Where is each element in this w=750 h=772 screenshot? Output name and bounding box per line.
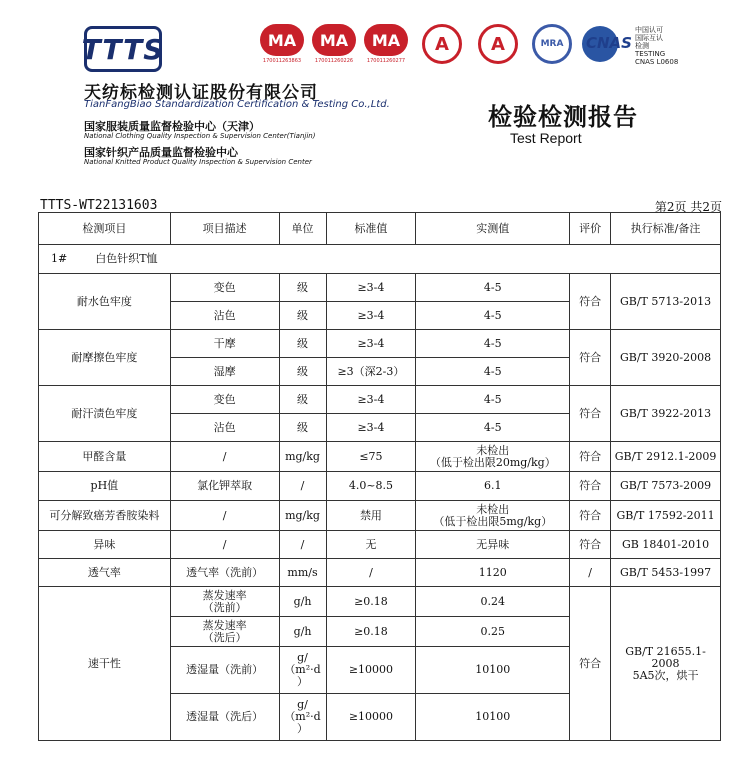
cma-code-1: 170011263863 xyxy=(262,58,302,64)
table-row: 透湿量（洗后） g/ （m²·d ） ≥10000 10100 xyxy=(39,694,721,741)
center2-cn: 国家针织产品质量监督检验中心 xyxy=(84,146,238,159)
report-number: TTTS-WT22131603 xyxy=(40,198,158,213)
cma-mark-1: MA 170011263863 xyxy=(260,24,304,64)
table-row: 耐汗渍色牢度 变色 级 ≥3-4 4-5 符合 GB/T 3922-2013 xyxy=(39,386,721,414)
cma-code-2: 170011260226 xyxy=(314,58,354,64)
center2-en: National Knitted Product Quality Inspection & Supervision Center xyxy=(84,158,312,166)
sample-row xyxy=(39,245,721,274)
col-evaluation: 评价 xyxy=(570,213,611,245)
test-results-table xyxy=(38,212,721,741)
logo-text: TTTS xyxy=(81,32,165,66)
report-title-en: Test Report xyxy=(510,130,582,146)
cnas-text: CNAS xyxy=(586,34,632,52)
table-row: 耐摩擦色牢度 干摩 级 ≥3-4 4-5 符合 GB/T 3920-2008 xyxy=(39,330,721,358)
table-row: 蒸发速率 （洗后） g/h ≥0.18 0.25 xyxy=(39,617,721,647)
col-item: 检测项目 xyxy=(39,213,171,245)
cma-mark-2: MA 170011260226 xyxy=(312,24,356,64)
table-header-row xyxy=(39,213,721,245)
table-row: pH值 氯化钾萃取 / 4.0~8.5 6.1 符合 GB/T 7573-2009 xyxy=(39,472,721,501)
report-title-cn: 检验检测报告 xyxy=(488,102,638,131)
table-row: 速干性 蒸发速率 （洗前） g/h ≥0.18 0.24 符合 GB/T 21655.1-2008 5A5次，烘干 xyxy=(39,587,721,617)
report-header xyxy=(0,0,750,190)
cal-mark-2: A xyxy=(476,24,520,64)
company-name-en: TianFangBiao Standardization Certification & Testing Co.,Ltd. xyxy=(84,99,390,110)
table-row: 透湿量（洗前） g/ （m²·d ） ≥10000 10100 xyxy=(39,647,721,694)
table-row: 可分解致癌芳香胺染料 / mg/kg 禁用 未检出 （低于检出限5mg/kg） 符合 GB/T 17592-2011 xyxy=(39,501,721,531)
company-name-cn: 天纺标检测认证股份有限公司 xyxy=(84,83,318,103)
cma-mark-3: MA 170011260277 xyxy=(364,24,408,64)
cal-mark-1: A xyxy=(420,24,464,64)
page-info: 第2页 共2页 xyxy=(654,200,722,214)
table-row: 透气率 透气率（洗前） mm/s / 1120 / GB/T 5453-1997 xyxy=(39,559,721,587)
col-measured-value: 实测值 xyxy=(416,213,570,245)
table-row: 耐水色牢度 变色 级 ≥3-4 4-5 符合 GB/T 5713-2013 xyxy=(39,274,721,302)
sample-label: 1# 白色针织T恤 xyxy=(39,245,721,274)
table-row: 湿摩 级 ≥3（深2-3） 4-5 xyxy=(39,358,721,386)
ttts-logo xyxy=(81,26,165,72)
center1-en: National Clothing Quality Inspection & Supervision Center(Tianjin) xyxy=(84,132,316,140)
ilac-mra-mark: MRA xyxy=(530,24,574,64)
cnas-caption: 中国认可 国际互认 检测 TESTING CNAS L0608 xyxy=(635,26,679,66)
cma-code-3: 170011260277 xyxy=(366,58,406,64)
col-desc: 项目描述 xyxy=(170,213,279,245)
col-unit: 单位 xyxy=(279,213,326,245)
table-row: 异味 / / 无 无异味 符合 GB 18401-2010 xyxy=(39,531,721,559)
table-row: 甲醛含量 / mg/kg ≤75 未检出 （低于检出限20mg/kg） 符合 GB/T 2912.1-2009 xyxy=(39,442,721,472)
table-row: 沾色 级 ≥3-4 4-5 xyxy=(39,414,721,442)
col-standard-value: 标准值 xyxy=(326,213,416,245)
table-row: 沾色 级 ≥3-4 4-5 xyxy=(39,302,721,330)
col-standard-note: 执行标准/备注 xyxy=(611,213,721,245)
center1-cn: 国家服装质量监督检验中心（天津） xyxy=(84,120,260,133)
